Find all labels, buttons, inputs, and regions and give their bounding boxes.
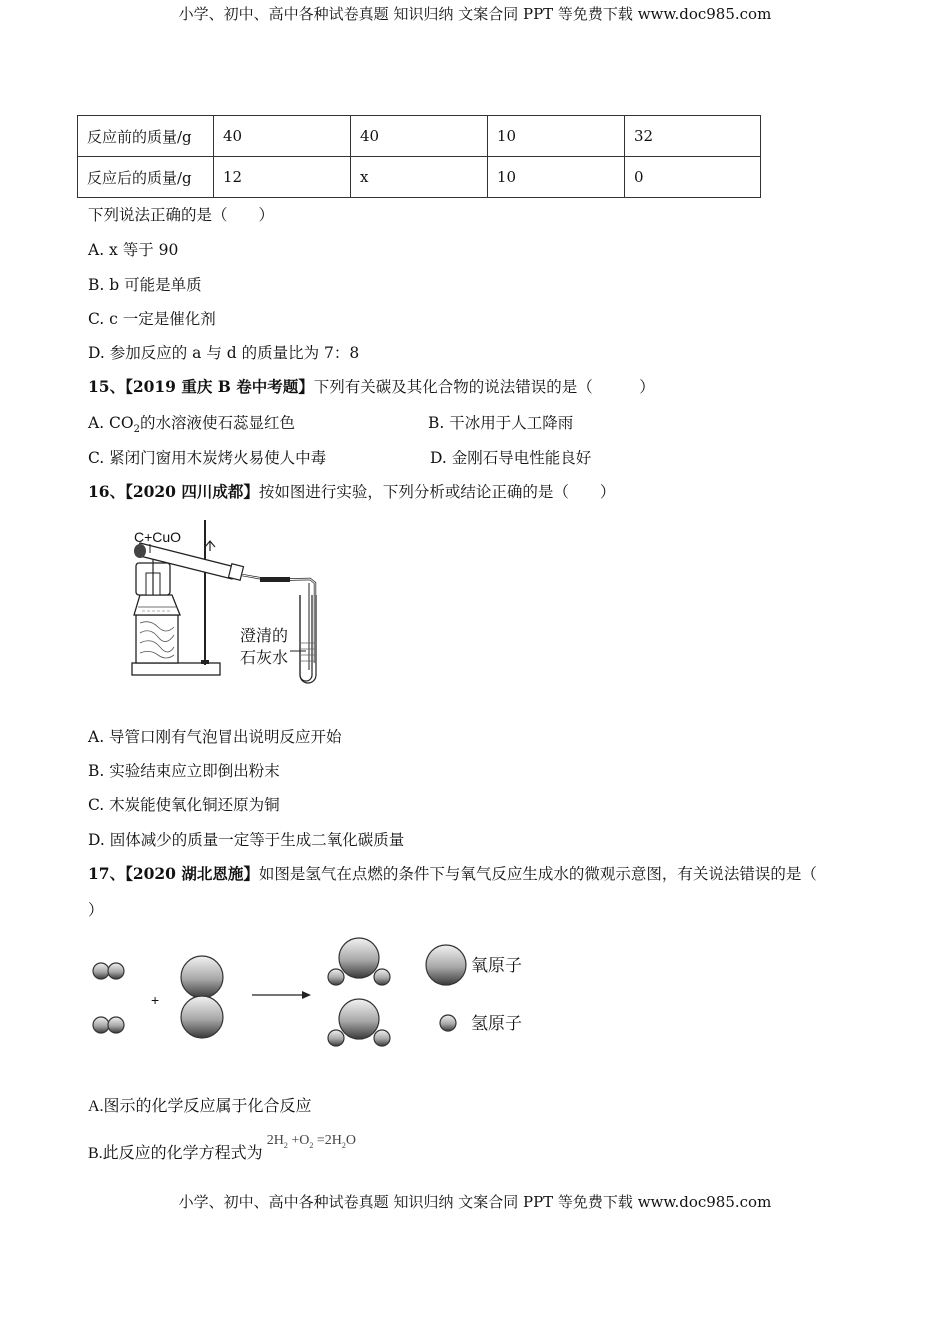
table-cell: 32 — [625, 116, 761, 157]
q15-option-a: A. $CO_2$的水溶液使石蕊显红色 — [88, 414, 296, 436]
q14-option-c: C. c 一定是催化剂 — [88, 310, 216, 328]
q14-stem: 下列说法正确的是（ ） — [88, 206, 275, 224]
legend-oxygen: 氧原子 — [471, 956, 522, 975]
plus-sign: + — [151, 992, 160, 1008]
q14-option-b: B. b 可能是单质 — [88, 276, 202, 294]
q17-option-b: B.此反应的化学方程式为$2H_2 +O_2 =2H_2O$ — [88, 1133, 356, 1162]
oxygen-molecule — [181, 956, 223, 1038]
table-cell: 12 — [214, 157, 351, 198]
label-limewater-line2: 石灰水 — [240, 650, 289, 667]
q14-option-d: D. 参加反应的 a 与 d 的质量比为 7：8 — [88, 344, 360, 362]
mass-table — [77, 115, 761, 198]
molecule-reaction-figure — [80, 930, 540, 1060]
q17-stem: 如图是氢气在点燃的条件下与氧气反应生成水的微观示意图，有关说法错误的是（ — [258, 865, 817, 883]
table-cell: 40 — [351, 116, 488, 157]
table-row-label: 反应后的质量/g — [78, 157, 214, 198]
q17-stem-line — [88, 862, 817, 884]
q16-option-c: C. 木炭能使氧化铜还原为铜 — [88, 796, 280, 814]
label-limewater-line1: 澄清的 — [240, 628, 289, 645]
table-cell: 10 — [488, 157, 625, 198]
experiment-apparatus-figure — [120, 515, 335, 685]
oxygen-atom-legend-icon — [426, 945, 466, 985]
water-molecule — [328, 938, 390, 1046]
table-cell: 40 — [214, 116, 351, 157]
q17-stem-end: ） — [88, 901, 104, 919]
q17-option-a: A.图示的化学反应属于化合反应 — [88, 1098, 312, 1115]
q16-option-b: B. 实验结束应立即倒出粉末 — [88, 762, 280, 780]
q16-stem: 按如图进行实验，下列分析或结论正确的是（ ） — [258, 483, 616, 501]
molecule-diagram — [80, 930, 540, 1060]
page-footer: 小学、初中、高中各种试卷真题 知识归纳 文案合同 PPT 等免费下载 www.doc985.com — [178, 1193, 772, 1211]
table-row — [78, 116, 761, 157]
label-reactants: C+CuO — [134, 529, 182, 545]
q16-source: 【2020 四川成都】 — [125, 482, 259, 501]
q17-number: 17、 — [88, 864, 126, 883]
page-header: 小学、初中、高中各种试卷真题 知识归纳 文案合同 PPT 等免费下载 www.doc985.com — [178, 5, 772, 23]
q16-option-d: D. 固体减少的质量一定等于生成二氧化碳质量 — [88, 831, 405, 849]
q15-number: 15、 — [88, 377, 126, 396]
q15-stem-line — [88, 375, 655, 397]
q16-option-a: A. 导管口刚有气泡冒出说明反应开始 — [88, 728, 342, 746]
q15-stem: 下列有关碳及其化合物的说法错误的是（ ） — [313, 378, 655, 396]
legend-hydrogen: 氢原子 — [471, 1014, 522, 1033]
table-row-label: 反应前的质量/g — [78, 116, 214, 157]
q15-option-c: C. 紧闭门窗用木炭烤火易使人中毒 — [88, 449, 327, 467]
hydrogen-molecule — [93, 963, 124, 1033]
q16-stem-line — [88, 480, 615, 502]
q14-option-a: A. x 等于 90 — [88, 241, 179, 259]
q17-source: 【2020 湖北恩施】 — [125, 864, 259, 883]
table-cell: 10 — [488, 116, 625, 157]
table-cell: x — [351, 157, 488, 198]
q15-option-d: D. 金刚石导电性能良好 — [430, 449, 592, 467]
table-cell: 0 — [625, 157, 761, 198]
q16-number: 16、 — [88, 482, 126, 501]
q15-source: 【2019 重庆 B 卷中考题】 — [125, 377, 314, 396]
apparatus-drawing — [120, 515, 335, 685]
hydrogen-atom-legend-icon — [440, 1015, 456, 1031]
q15-option-b: B. 干冰用于人工降雨 — [428, 414, 574, 432]
chemical-equation: $2H_2 +O_2 =2H_2O$ — [266, 1133, 356, 1150]
table-row — [78, 157, 761, 198]
